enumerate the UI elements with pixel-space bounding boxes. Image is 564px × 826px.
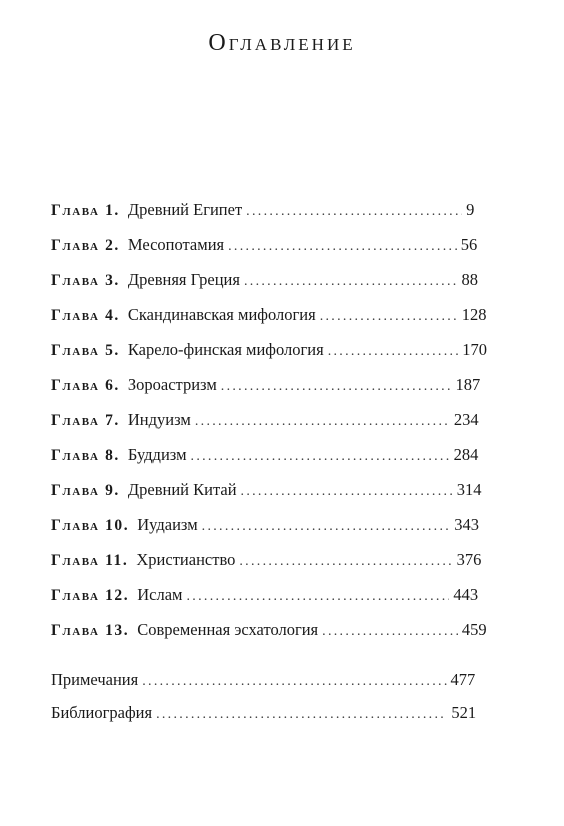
toc-entry-chapter-8[interactable]: [51, 445, 479, 469]
dot-leader: [228, 239, 457, 255]
page-number: 88: [461, 270, 478, 289]
dot-leader: [239, 554, 452, 570]
chapter-label: Глава 11.: [51, 552, 129, 569]
chapter-label: Глава 2.: [51, 237, 120, 254]
chapter-title: Древний Египет: [127, 200, 243, 219]
toc-entry-bibliography[interactable]: [51, 703, 477, 727]
toc-entry-chapter-13[interactable]: [51, 620, 487, 644]
page-number: 234: [453, 410, 479, 429]
dot-leader: [142, 674, 446, 690]
chapter-label: Глава 6.: [51, 377, 120, 394]
page-number: 314: [456, 480, 482, 499]
page-title: Оглавление: [208, 30, 356, 56]
chapter-label: Глава 10.: [51, 517, 130, 534]
dot-leader: [241, 484, 453, 500]
dot-leader: [221, 379, 452, 395]
page-number: 170: [462, 340, 487, 359]
toc-entry-chapter-1[interactable]: [51, 200, 475, 224]
toc-entry-chapter-7[interactable]: [51, 410, 479, 434]
section-title: Примечания: [51, 670, 139, 689]
chapter-label: Глава 3.: [51, 272, 120, 289]
page-number: 443: [453, 585, 479, 604]
page-number: 343: [454, 515, 480, 534]
chapter-label: Глава 8.: [51, 447, 120, 464]
toc-entry-chapter-9[interactable]: [51, 480, 482, 504]
chapter-title: Зороастризм: [127, 375, 217, 394]
chapter-title: Христианство: [136, 550, 236, 569]
section-title: Библиография: [51, 703, 153, 722]
chapter-label: Глава 9.: [51, 482, 120, 499]
chapter-title: Ислам: [137, 585, 183, 604]
chapter-title: Иудаизм: [137, 515, 198, 534]
chapter-title: Карело-финская мифология: [127, 340, 324, 359]
chapter-title: Современная эсхатология: [137, 620, 319, 639]
dot-leader: [187, 589, 450, 605]
chapter-title: Древняя Греция: [127, 270, 240, 289]
toc-entry-chapter-5[interactable]: [51, 340, 487, 364]
toc-entry-chapter-3[interactable]: [51, 270, 478, 294]
page-number: 376: [456, 550, 482, 569]
page-number: 128: [461, 305, 487, 324]
chapter-title: Буддизм: [127, 445, 187, 464]
toc-entry-chapter-12[interactable]: [51, 585, 479, 609]
chapter-title: Месопотамия: [127, 235, 225, 254]
chapter-label: Глава 5.: [51, 342, 120, 359]
page-number: 521: [451, 703, 477, 722]
dot-leader: [156, 707, 447, 723]
chapter-label: Глава 12.: [51, 587, 130, 604]
toc-entry-chapter-11[interactable]: [51, 550, 482, 574]
page-number: 9: [466, 200, 475, 219]
page-number: 477: [450, 670, 476, 689]
dot-leader: [320, 309, 458, 325]
dot-leader: [328, 344, 459, 360]
dot-leader: [246, 204, 462, 220]
dot-leader: [322, 624, 458, 640]
page-number: 56: [460, 235, 478, 254]
toc-entry-chapter-2[interactable]: [51, 235, 478, 259]
toc-entry-notes[interactable]: [51, 670, 476, 694]
chapter-label: Глава 4.: [51, 307, 120, 324]
chapter-label: Глава 7.: [51, 412, 120, 429]
dot-leader: [244, 274, 457, 290]
toc-entry-chapter-6[interactable]: [51, 375, 481, 399]
dot-leader: [195, 414, 450, 430]
dot-leader: [191, 449, 450, 465]
page-number: 459: [461, 620, 487, 639]
chapter-label: Глава 1.: [51, 202, 120, 219]
toc-entry-chapter-10[interactable]: [51, 515, 480, 539]
page-number: 187: [455, 375, 481, 394]
page-number: 284: [453, 445, 479, 464]
chapter-title: Скандинавская мифология: [127, 305, 316, 324]
chapter-label: Глава 13.: [51, 622, 130, 639]
chapter-title: Индуизм: [127, 410, 191, 429]
dot-leader: [202, 519, 451, 535]
chapter-title: Древний Китай: [127, 480, 237, 499]
toc-entry-chapter-4[interactable]: [51, 305, 487, 329]
